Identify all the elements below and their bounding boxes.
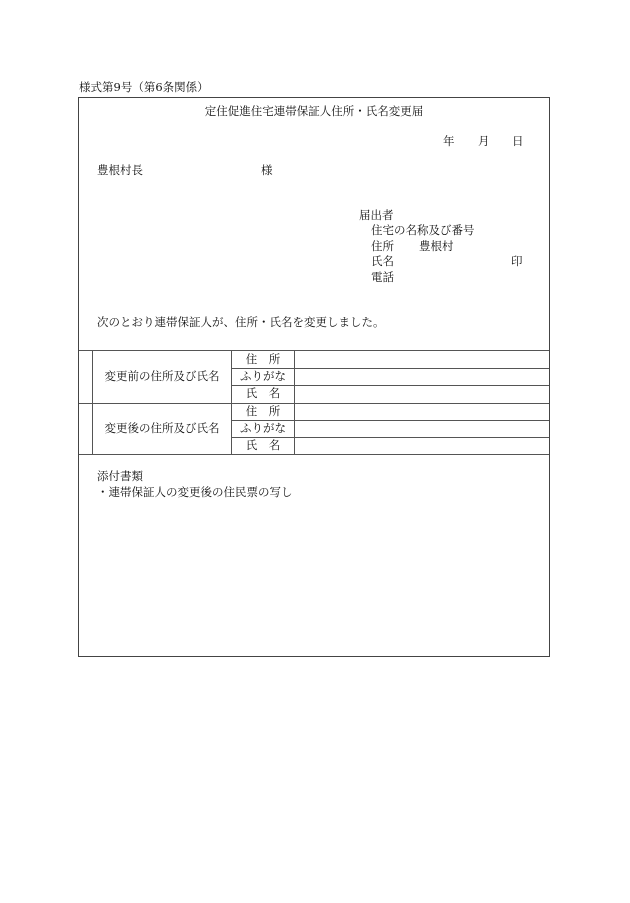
applicant-heading: 届出者: [359, 208, 394, 222]
statement-text: 次のとおり連帯保証人が、住所・氏名を変更しました。: [97, 315, 385, 329]
before-furigana-label: ふりがな: [240, 369, 286, 383]
form-number-label: 様式第9号（第6条関係）: [79, 80, 209, 94]
table-label-divider: [231, 350, 232, 454]
form-title: 定住促進住宅連帯保証人住所・氏名変更届: [204, 104, 424, 118]
applicant-phone-label: 電話: [371, 270, 394, 284]
seal-mark: 印: [511, 254, 523, 268]
addressee-honorific: 様: [261, 163, 273, 177]
form-frame: [78, 97, 550, 657]
table-top-border: [79, 350, 549, 351]
attachment-item: ・連帯保証人の変更後の住民票の写し: [97, 485, 293, 499]
applicant-address-label: 住所: [371, 239, 394, 253]
table-bottom-border: [79, 454, 549, 455]
date-day: 日: [512, 134, 524, 148]
table-left-margin-line: [92, 350, 93, 454]
applicant-housing-label: 住宅の名称及び番号: [371, 223, 475, 237]
after-address-label: 住 所: [245, 404, 281, 418]
date-year: 年: [443, 134, 455, 148]
applicant-name-label: 氏名: [371, 254, 394, 268]
attachments-heading: 添付書類: [97, 469, 143, 483]
table-group-divider: [79, 403, 549, 404]
date-month: 月: [478, 134, 490, 148]
after-change-label: 変更後の住所及び氏名: [104, 421, 220, 435]
addressee-name: 豊根村長: [97, 163, 143, 177]
before-address-label: 住 所: [245, 352, 281, 366]
applicant-address-value: 豊根村: [419, 239, 454, 253]
before-change-label: 変更前の住所及び氏名: [104, 369, 220, 383]
after-furigana-label: ふりがな: [240, 421, 286, 435]
table-field-divider: [294, 350, 295, 454]
after-name-label: 氏 名: [245, 438, 281, 452]
before-name-label: 氏 名: [245, 386, 281, 400]
